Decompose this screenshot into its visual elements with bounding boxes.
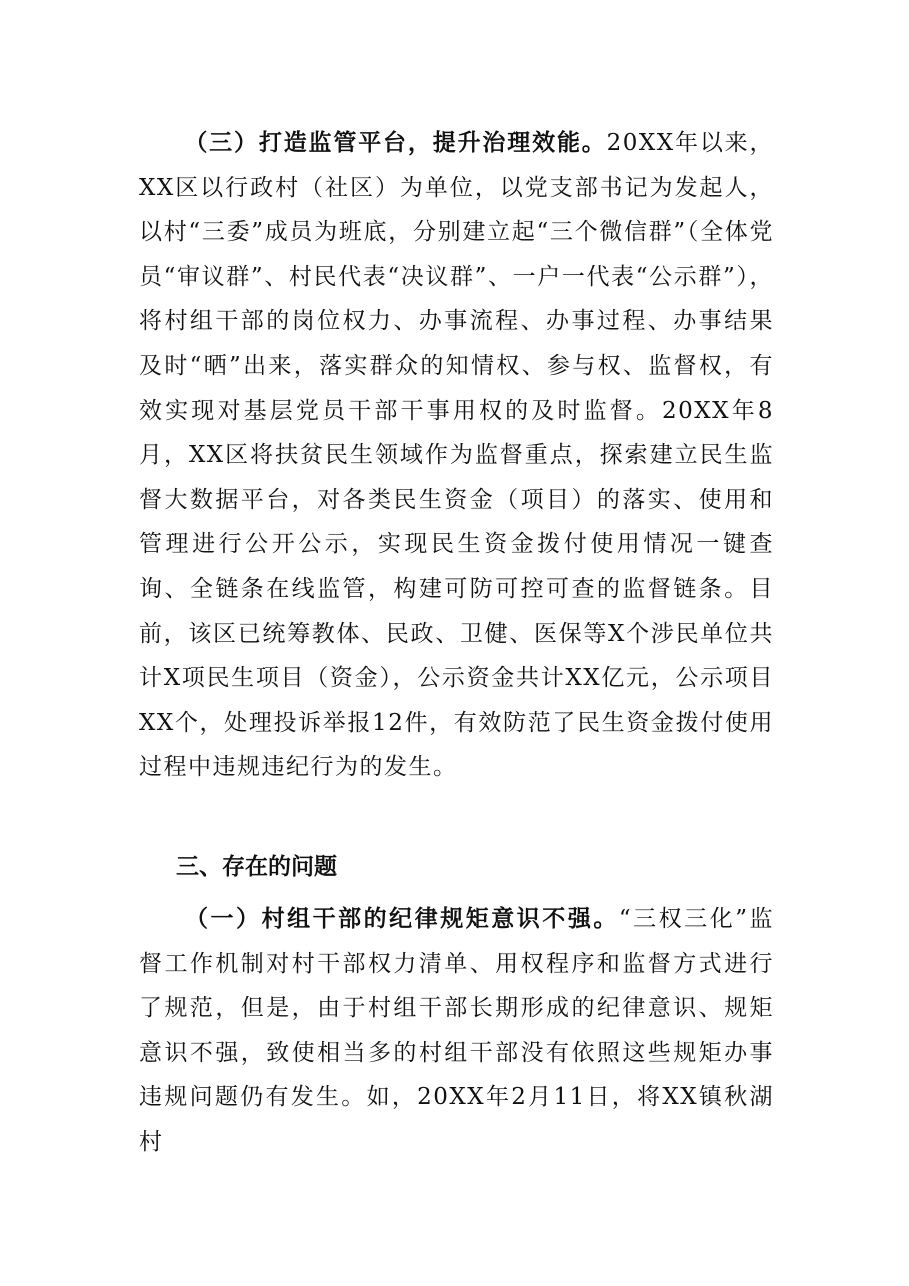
paragraph-platform-supervision	[139, 121, 774, 790]
section-heading-problems: 三、存在的问题	[176, 854, 337, 880]
subheading-discipline: （一）村组干部的纪律规矩意识不强。	[184, 906, 619, 932]
subheading-platform: （三）打造监管平台，提升治理效能。	[184, 130, 607, 156]
paragraph-body: “三权三化”监督工作机制对村干部权力清单、用权程序和监督方式进行了规范，但是，由于村组干部长期形成的纪律意识、规矩意识不强，致使相当多的村组干部没有依照这些规矩办事违规问题仍有发生。如，20XX年2月11日，将XX镇秋湖村	[139, 906, 774, 1155]
paragraph-body: 20XX年以来，XX区以行政村（社区）为单位，以党支部书记为发起人，以村“三委”成员为班底，分别建立起“三个微信群”（全体党员“审议群”、村民代表“决议群”、一户一代表“公示群”），将村组干部的岗位权力、办事流程、办事过程、办事结果及时“晒”出来，落实群众的知情权、参与权、监督权，有效实现对基层党员干部干事用权的及时监督。20XX年8月，XX区将扶贫民生领域作为监督重点，探索建立民生监督大数据平台，对各类民生资金（项目）的落实、使用和管理进行公开公示，实现民生资金拨付使用情况一键查询、全链条在线监管，构建可防可控可查的监督链条。目前，该区已统筹教体、民政、卫健、医保等X个涉民单位共计X项民生项目（资金），公示资金共计XX亿元，公示项目XX个，处理投诉举报12件，有效防范了民生资金拨付使用过程中违规违纪行为的发生。	[139, 130, 775, 781]
paragraph-discipline-awareness	[139, 897, 774, 1165]
